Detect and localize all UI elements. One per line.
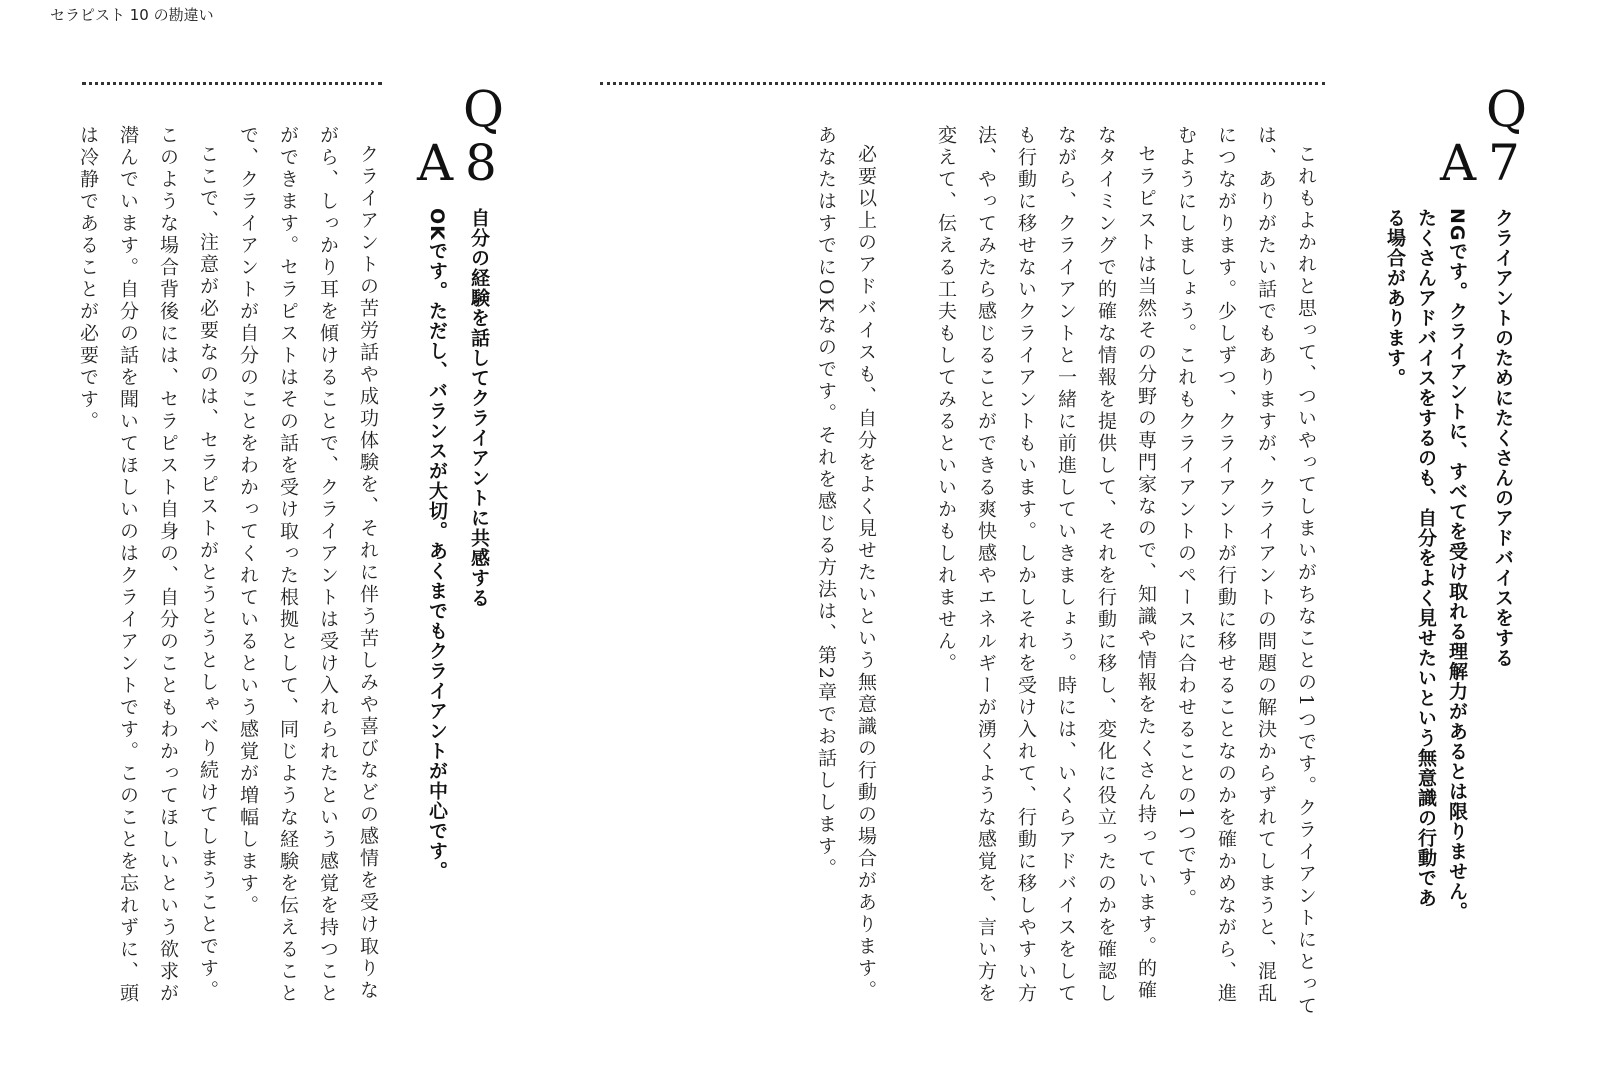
q8-question: 自分の経験を話してクライアントに共感する (468, 208, 490, 608)
q8-body (78, 125, 388, 1020)
q8-answer-line-1: OKです。ただし、バランスが大切。あくまでもクライアントが中心です。 (426, 208, 448, 881)
q8-number: 8 (465, 134, 497, 192)
q8-paragraph-2: ここで、注意が必要なのは、セラピストがとうとうとしゃべり続けてしまうことです。このような場合背後には、セラピスト自身の、自分のこともわかってほしいという欲求が潜んでいます。自分の話を聞いてほしいのはクライアントです。このことを忘れずに、頭は冷静であることが必要です。 (77, 125, 219, 1005)
q7-a-label: A (1440, 134, 1477, 192)
q7-answer-line-2: たくさんアドバイスをするのも、自分をよく見せたいという無意識の行動であ (1415, 208, 1437, 908)
q7-q-label: Q (1486, 80, 1527, 138)
q7-question: クライアントのためにたくさんのアドバイスをする (1492, 208, 1514, 668)
q7-answer-line-1: NGです。クライアントに、すべてを受け取れる理解力があるとは限りません。 (1446, 208, 1468, 922)
q7-dotted-rule (600, 82, 1325, 85)
running-head: セラピスト 10 の勘違い (50, 6, 214, 24)
q7-answer-line-3: る場合があります。 (1384, 208, 1406, 388)
q7-answer (1372, 208, 1472, 1023)
q8-paragraph-1: クライアントの苦労話や成功体験を、それに伴う苦しみや喜びなどの感情を受け取りながら、しっかり耳を傾けることで、クライアントは受け入れられたという感覚を持つことができます。セラピストはその話を受け取った根拠として、同じような経験を伝えることで、クライアントが自分のことをわかってくれているという感覚が増幅します。 (237, 125, 379, 1005)
q8-dotted-rule (82, 82, 382, 85)
q7-paragraph-2: セラピストは当然その分野の専門家なので、知識や情報をたくさん持っています。的確なタイミングで的確な情報を提供して、それを行動に移し、変化に役立ったのかを確認しながら、クライアントと一緒に前進していきましょう。時には、いくらアドバイスをしても行動に移せないクライアントもいます。しかしそれを受け入れて、行動に移しやすい方法、やってみたら感じることができる爽快感やエネルギーが湧くような感覚を、言い方を変えて、伝える工夫もしてみるといいかもしれません。 (935, 125, 1157, 1005)
q7-paragraph-1: これもよかれと思って、ついやってしまいがちなことの1つです。クライアントにとっては、ありがたい話でもありますが、クライアントの問題の解決からずれてしまうと、混乱につながります。少しずつ、クライアントが行動に移せることなのかを確かめながら、進むようにしましょう。これもクライアントのペースに合わせることの1つです。 (1175, 125, 1317, 1018)
q8-q-label: Q (463, 80, 504, 138)
q7-paragraph-3: 必要以上のアドバイスも、自分をよく見せたいという無意識の行動の場合があります。あなたはすでにOKなのです。それを感じる方法は、第2章でお話しします。 (815, 125, 877, 1002)
q8-answer (418, 208, 452, 1008)
q8-a-label: A (417, 134, 454, 192)
q7-number: 7 (1488, 134, 1520, 192)
q7-body (596, 125, 1326, 1020)
